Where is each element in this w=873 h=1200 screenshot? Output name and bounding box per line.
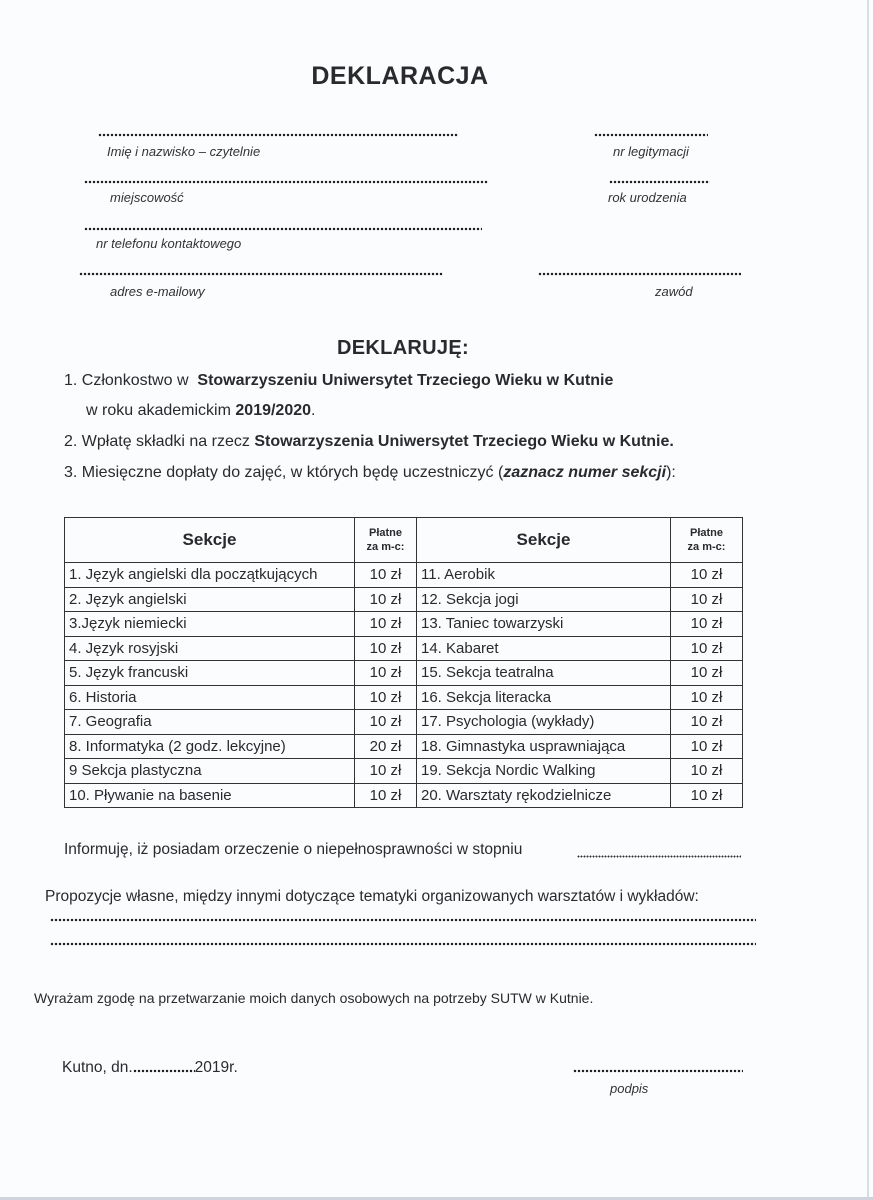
- table-row[interactable]: [65, 759, 743, 784]
- period: .: [311, 402, 316, 419]
- mark-section-hint: zaznacz numer sekcji: [503, 464, 667, 481]
- profession-label: zawód: [655, 284, 693, 299]
- proposals-label: Propozycje własne, między innymi dotyczące tematyki organizowanych warsztatów i wykładów:: [45, 888, 699, 905]
- table-row[interactable]: [65, 636, 743, 661]
- date-field[interactable]: [133, 1069, 195, 1073]
- card-number-field[interactable]: [594, 133, 708, 137]
- section-name: 6. Historia: [65, 685, 355, 710]
- section-price: 10 zł: [355, 636, 417, 661]
- place-date-prefix: Kutno, dn.: [62, 1059, 133, 1076]
- declaration-item-1: [64, 372, 613, 390]
- section-name: 10. Pływanie na basenie: [65, 783, 355, 808]
- section-name: 11. Aerobik: [417, 563, 671, 588]
- section-name: 2. Język angielski: [65, 587, 355, 612]
- section-price: 10 zł: [355, 685, 417, 710]
- section-name: 7. Geografia: [65, 710, 355, 735]
- paid-header-line2: za m-c:: [366, 541, 405, 553]
- section-name: 15. Sekcja teatralna: [417, 661, 671, 686]
- section-price: 10 zł: [671, 783, 743, 808]
- section-price: 10 zł: [671, 710, 743, 735]
- name-field[interactable]: [98, 133, 458, 137]
- section-price: 10 zł: [671, 612, 743, 637]
- table-row[interactable]: [65, 563, 743, 588]
- section-name: 5. Język francuski: [65, 661, 355, 686]
- sections-header: Sekcje: [417, 518, 671, 563]
- scan-edge: [867, 0, 869, 1200]
- phone-label: nr telefonu kontaktowego: [96, 236, 242, 251]
- section-price: 10 zł: [671, 759, 743, 784]
- section-name: 19. Sekcja Nordic Walking: [417, 759, 671, 784]
- paid-header: [671, 518, 743, 563]
- proposals-field[interactable]: [50, 918, 756, 922]
- place-date: [62, 1059, 238, 1077]
- birth-year-field[interactable]: [609, 180, 710, 184]
- table-row[interactable]: [65, 612, 743, 637]
- section-price: 10 zł: [671, 636, 743, 661]
- paid-header: [355, 518, 417, 563]
- town-label: miejscowość: [110, 190, 184, 205]
- section-price: 10 zł: [355, 759, 417, 784]
- declaration-text: ):: [666, 464, 676, 481]
- section-name: 4. Język rosyjski: [65, 636, 355, 661]
- table-row[interactable]: [65, 587, 743, 612]
- section-price: 20 zł: [355, 734, 417, 759]
- section-name: 18. Gimnastyka usprawniająca: [417, 734, 671, 759]
- page-title: DEKLARACJA: [311, 62, 489, 90]
- name-label: Imię i nazwisko – czytelnie: [107, 144, 261, 159]
- section-price: 10 zł: [355, 661, 417, 686]
- place-date-year: 2019r.: [194, 1059, 238, 1076]
- section-price: 10 zł: [355, 612, 417, 637]
- section-name: 12. Sekcja jogi: [417, 587, 671, 612]
- section-price: 10 zł: [355, 587, 417, 612]
- disability-degree-field[interactable]: [577, 855, 741, 858]
- section-name: 1. Język angielski dla początkujących: [65, 563, 355, 588]
- section-price: 10 zł: [671, 661, 743, 686]
- birth-year-label: rok urodzenia: [608, 190, 687, 205]
- section-name: 14. Kabaret: [417, 636, 671, 661]
- section-price: 10 zł: [355, 710, 417, 735]
- signature-field[interactable]: [573, 1069, 743, 1073]
- paid-header-line1: Płatne: [689, 527, 723, 539]
- paid-header-line1: Płatne: [368, 527, 402, 539]
- declare-heading: DEKLARUJĘ:: [337, 337, 469, 359]
- section-price: 10 zł: [671, 685, 743, 710]
- section-price: 10 zł: [355, 783, 417, 808]
- section-name: 16. Sekcja literacka: [417, 685, 671, 710]
- phone-field[interactable]: [84, 227, 482, 231]
- signature-label: podpis: [610, 1081, 649, 1096]
- section-name: 17. Psychologia (wykłady): [417, 710, 671, 735]
- declaration-item-2: [64, 433, 674, 451]
- declaration-item-3: [64, 464, 676, 482]
- profession-field[interactable]: [538, 272, 741, 276]
- table-row[interactable]: [65, 710, 743, 735]
- declaration-text: 2. Wpłatę składki na rzecz: [64, 433, 250, 450]
- declaration-item-1-cont: [86, 402, 315, 420]
- academic-year: 2019/2020: [235, 402, 312, 419]
- declaration-text: w roku akademickim: [86, 402, 231, 419]
- declaration-text: 1. Członkostwo w: [64, 372, 189, 389]
- section-name: 3.Język niemiecki: [65, 612, 355, 637]
- town-field[interactable]: [84, 180, 488, 184]
- table-row[interactable]: [65, 685, 743, 710]
- table-row[interactable]: [65, 734, 743, 759]
- section-name: 9 Sekcja plastyczna: [65, 759, 355, 784]
- table-header: [65, 518, 743, 563]
- section-price: 10 zł: [671, 587, 743, 612]
- disability-statement: Informuję, iż posiadam orzeczenie o niepełnosprawności w stopniu: [64, 841, 523, 858]
- section-name: 13. Taniec towarzyski: [417, 612, 671, 637]
- consent-statement: Wyrażam zgodę na przetwarzanie moich danych osobowych na potrzeby SUTW w Kutnie.: [34, 990, 594, 1006]
- paid-header-line2: za m-c:: [687, 541, 726, 553]
- proposals-field[interactable]: [50, 942, 756, 946]
- section-name: 8. Informatyka (2 godz. lekcyjne): [65, 734, 355, 759]
- sections-header: Sekcje: [65, 518, 355, 563]
- declaration-text: 3. Miesięczne dopłaty do zajęć, w których będę uczestniczyć (: [64, 464, 504, 481]
- table-row[interactable]: [65, 783, 743, 808]
- card-number-label: nr legitymacji: [613, 144, 689, 159]
- section-name: 20. Warsztaty rękodzielnicze: [417, 783, 671, 808]
- section-price: 10 zł: [355, 563, 417, 588]
- email-field[interactable]: [79, 272, 443, 276]
- association-name: Stowarzyszeniu Uniwersytet Trzeciego Wieku w Kutnie: [197, 372, 614, 389]
- section-price: 10 zł: [671, 563, 743, 588]
- association-name: Stowarzyszenia Uniwersytet Trzeciego Wieku w Kutnie.: [254, 433, 674, 450]
- sections-table: [64, 517, 743, 808]
- table-row[interactable]: [65, 661, 743, 686]
- section-price: 10 zł: [671, 734, 743, 759]
- email-label: adres e-mailowy: [110, 284, 205, 299]
